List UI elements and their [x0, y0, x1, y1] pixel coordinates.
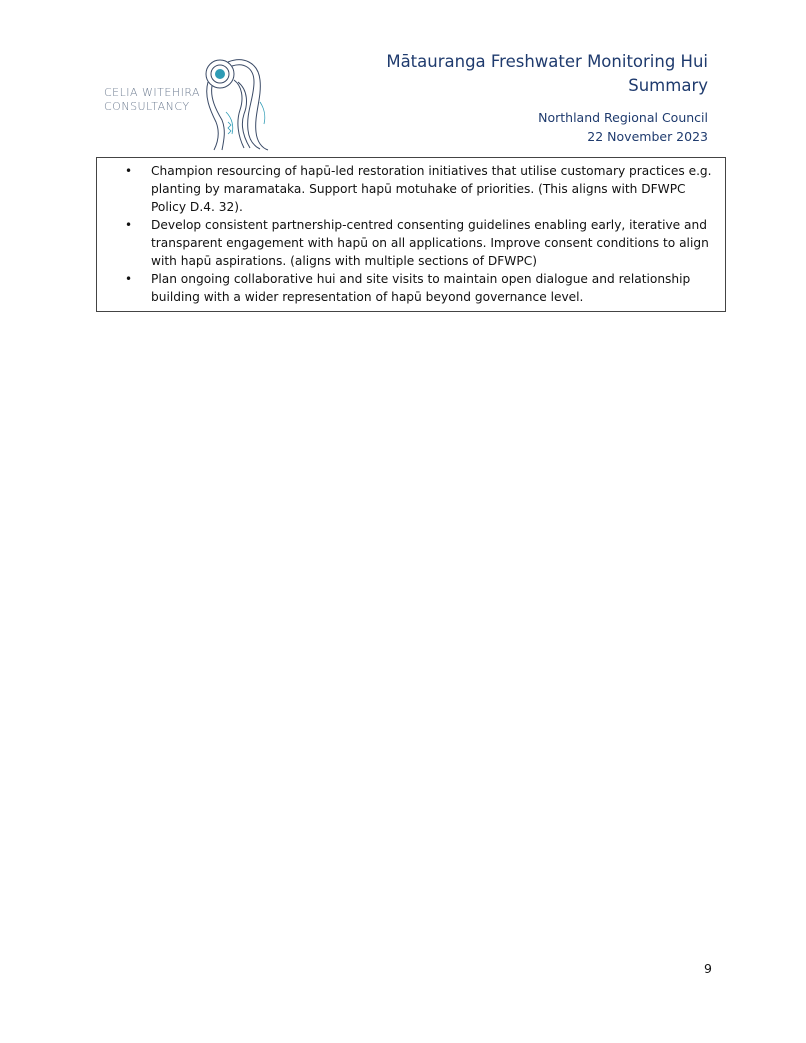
- bullet-icon: •: [125, 164, 133, 178]
- bullet-icon: •: [125, 272, 133, 286]
- logo-line-1: CELIA WITEHIRA: [104, 86, 201, 99]
- bullet-icon: •: [125, 218, 133, 232]
- list-item-text: Develop consistent partnership-centred consenting guidelines enabling early, iterative and transparent engagement with hapū on all applications. Improve consent conditions to align with hapū aspirations. (aligns with multiple sections of DFWPC): [151, 218, 709, 268]
- document-date: 22 November 2023: [587, 129, 708, 144]
- list-item: [97, 162, 715, 216]
- recommendations-list: [97, 162, 715, 306]
- document-title: [348, 50, 708, 98]
- recommendations-box: [96, 157, 726, 312]
- document-subheading: [348, 108, 708, 146]
- list-item-text: Plan ongoing collaborative hui and site visits to maintain open dialogue and relationship building with a wider representation of hapū beyond governance level.: [151, 272, 691, 304]
- title-line-1: Mātauranga Freshwater Monitoring Hui: [386, 52, 708, 71]
- list-item: [97, 216, 715, 270]
- list-item: [97, 270, 715, 306]
- logo-line-2: CONSULTANCY: [104, 100, 190, 113]
- organisation-name: Northland Regional Council: [538, 110, 708, 125]
- title-line-2: Summary: [628, 76, 708, 95]
- page-number: 9: [704, 961, 712, 976]
- company-logo-text: [104, 86, 200, 114]
- koru-logo-icon: [198, 52, 274, 152]
- list-item-text: Champion resourcing of hapū-led restoration initiatives that utilise customary practices e.g. planting by maramataka. Support hapū motuhake of priorities. (This aligns with DFWPC Policy D.4. 32).: [151, 164, 712, 214]
